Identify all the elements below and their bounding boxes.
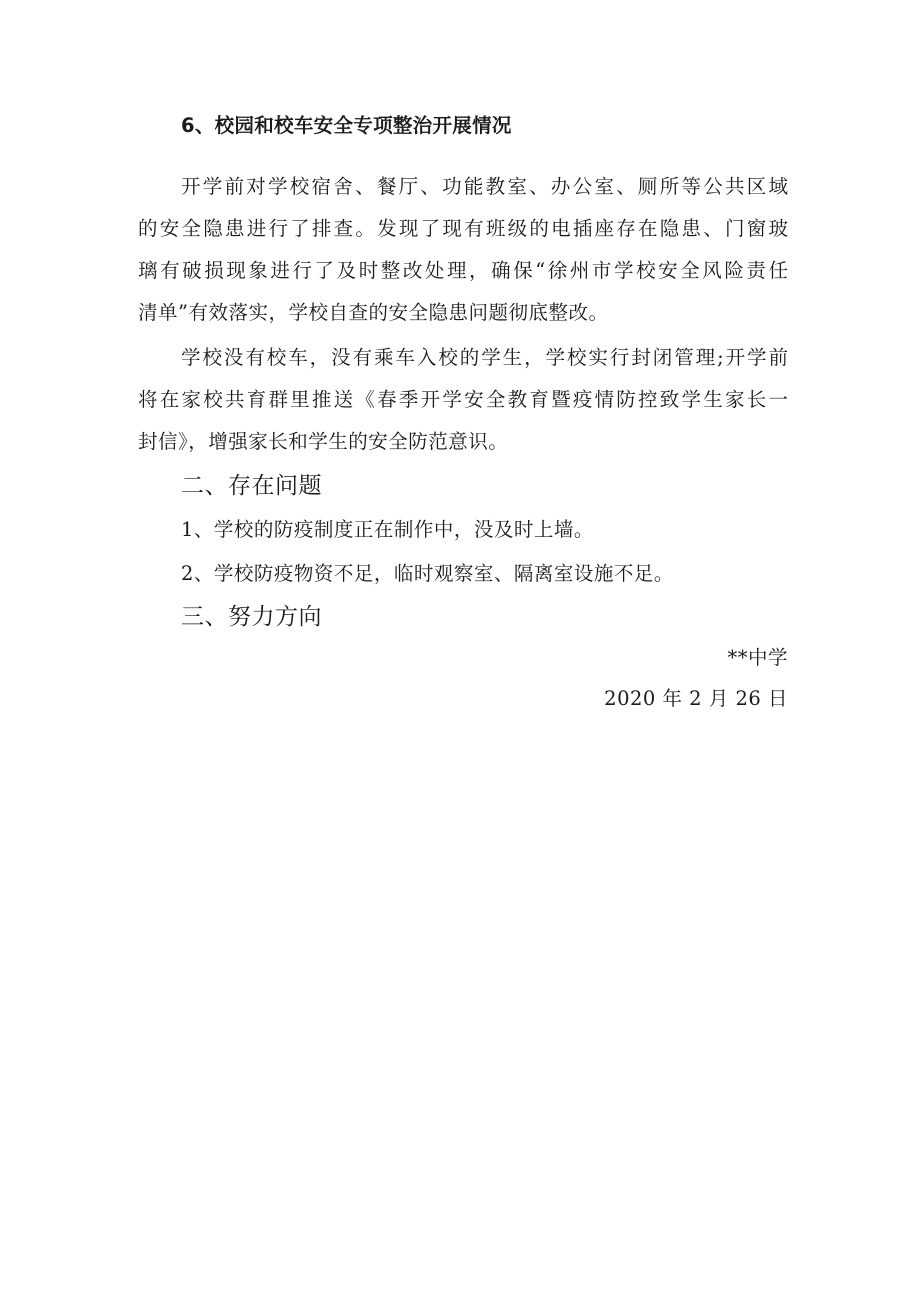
section-6-heading: 6、校园和校车安全专项整治开展情况 bbox=[181, 114, 512, 137]
section-3-heading: 三、努力方向 bbox=[181, 604, 322, 630]
signature-date: 2020 年 2 月 26 日 bbox=[604, 687, 788, 710]
paragraph-2-line-3: 封信》，增强家长和学生的安全防范意识。 bbox=[138, 430, 509, 453]
paragraph-1-line-4: 清单”有效落实，学校自查的安全隐患问题彻底整改。 bbox=[138, 301, 609, 324]
paragraph-1-line-2: 的安全隐患进行了排查。发现了现有班级的电插座存在隐患、门窗玻 bbox=[138, 217, 788, 240]
document-page bbox=[138, 0, 788, 1301]
signature-org: **中学 bbox=[727, 646, 788, 669]
paragraph-1-line-1: 开学前对学校宿舍、餐厅、功能教室、办公室、厕所等公共区域 bbox=[181, 175, 788, 198]
issue-item-1: 1、学校的防疫制度正在制作中，没及时上墙。 bbox=[181, 518, 594, 541]
issue-item-2: 2、学校防疫物资不足，临时观察室、隔离室设施不足。 bbox=[181, 562, 674, 585]
paragraph-1-line-3: 璃有破损现象进行了及时整改处理，确保“徐州市学校安全风险责任 bbox=[138, 259, 788, 282]
paragraph-2-line-2: 将在家校共育群里推送《春季开学安全教育暨疫情防控致学生家长一 bbox=[138, 388, 788, 411]
section-2-heading: 二、存在问题 bbox=[181, 473, 322, 499]
paragraph-2-line-1: 学校没有校车，没有乘车入校的学生，学校实行封闭管理;开学前 bbox=[181, 346, 788, 369]
